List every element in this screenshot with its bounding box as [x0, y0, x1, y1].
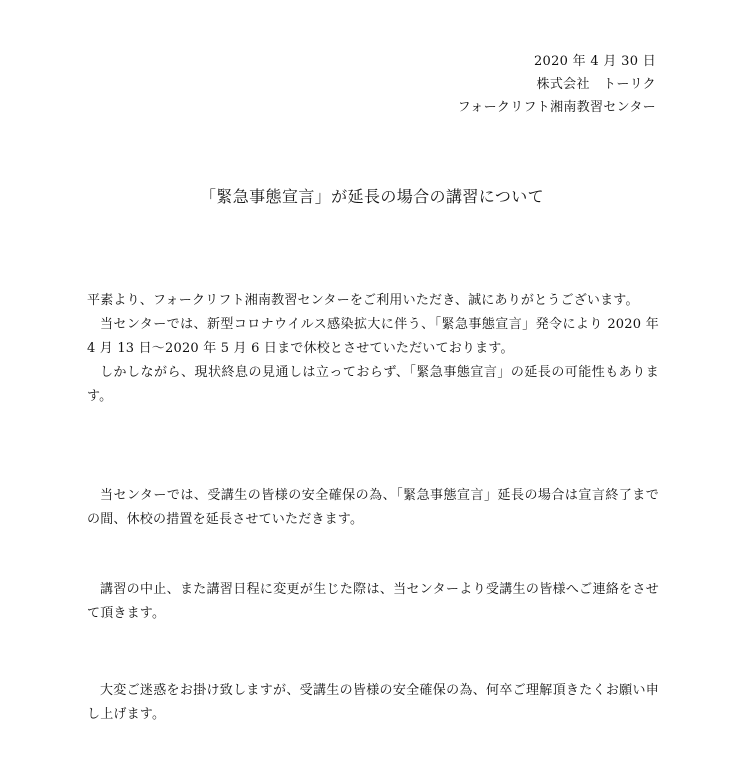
contact-paragraph: 講習の中止、また講習日程に変更が生じた際は、当センターより受講生の皆様へご連絡をさせて頂きます。 — [87, 582, 659, 621]
closure-paragraph: 当センターでは、新型コロナウイルス感染拡大に伴う、「緊急事態宣言」発令により 2020 年 4 月 13 日～2020 年 5 月 6 日まで休校とさせていただいております。 — [87, 317, 659, 356]
closing-paragraph: 大変ご迷惑をお掛け致しますが、受講生の皆様の安全確保の為、何卒ご理解頂きたくお願い申し上げます。 — [87, 683, 659, 722]
extension-possibility-paragraph: しかしながら、現状終息の見通しは立っておらず、「緊急事態宣言」の延長の可能性もあります。 — [87, 365, 659, 404]
intro-section — [87, 289, 659, 409]
document-title: 「緊急事態宣言」が延長の場合の講習について — [199, 187, 545, 206]
company-name: 株式会社 トーリク — [536, 77, 656, 92]
extension-policy-paragraph: 当センターでは、受講生の皆様の安全確保の為、「緊急事態宣言」延長の場合は宣言終了までの間、休校の措置を延長させていただきます。 — [87, 488, 659, 527]
center-name: フォークリフト湘南教習センター — [457, 100, 656, 115]
letter-header — [458, 50, 656, 119]
issue-date: 2020 年 4 月 30 日 — [533, 54, 656, 69]
greeting-paragraph: 平素より、フォークリフト湘南教習センターをご利用いただき、誠にありがとうございます。 — [87, 293, 639, 308]
